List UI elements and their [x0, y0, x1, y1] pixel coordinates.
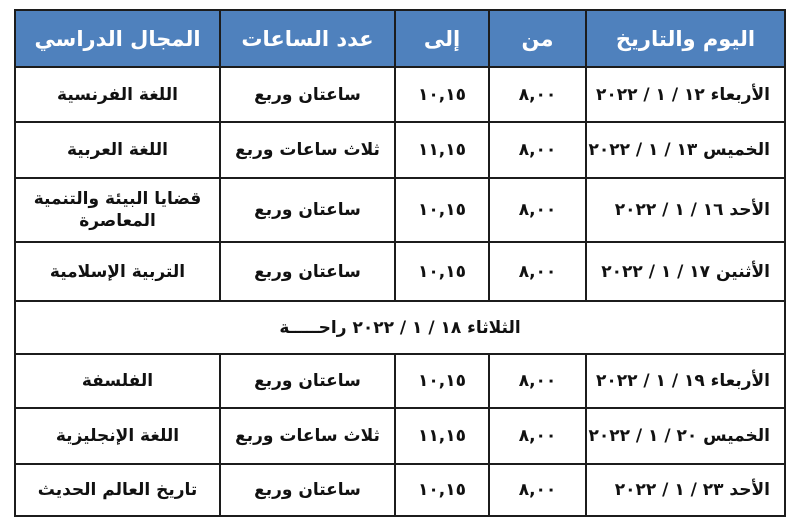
header-from: من [489, 10, 586, 67]
exam-schedule-table [14, 9, 786, 517]
to-cell: ١٠,١٥ [395, 464, 489, 516]
table-row [15, 354, 785, 408]
table-row [15, 67, 785, 122]
from-cell: ٨,٠٠ [489, 178, 586, 242]
date-cell: الأربعاء ١٢ / ١ / ٢٠٢٢ [586, 67, 785, 122]
to-cell: ١٠,١٥ [395, 67, 489, 122]
rest-day-row [15, 301, 785, 354]
from-cell: ٨,٠٠ [489, 408, 586, 464]
to-cell: ١٠,١٥ [395, 354, 489, 408]
hours-cell: ثلاث ساعات وربع [220, 122, 395, 178]
subject-cell: اللغة العربية [15, 122, 220, 178]
hours-cell: ساعتان وربع [220, 67, 395, 122]
to-cell: ١١,١٥ [395, 122, 489, 178]
from-cell: ٨,٠٠ [489, 242, 586, 301]
subject-cell: الفلسفة [15, 354, 220, 408]
table-row [15, 122, 785, 178]
subject-cell: التربية الإسلامية [15, 242, 220, 301]
from-cell: ٨,٠٠ [489, 67, 586, 122]
table-row [15, 242, 785, 301]
header-date: اليوم والتاريخ [586, 10, 785, 67]
to-cell: ١٠,١٥ [395, 242, 489, 301]
subject-cell: قضايا البيئة والتنمية المعاصرة [15, 178, 220, 242]
subject-cell: اللغة الإنجليزية [15, 408, 220, 464]
to-cell: ١٠,١٥ [395, 178, 489, 242]
hours-cell: ساعتان وربع [220, 178, 395, 242]
hours-cell: ساعتان وربع [220, 464, 395, 516]
table-row [15, 178, 785, 242]
table-row [15, 408, 785, 464]
hours-cell: ساعتان وربع [220, 242, 395, 301]
exam-schedule [14, 9, 784, 517]
from-cell: ٨,٠٠ [489, 122, 586, 178]
hours-cell: ثلاث ساعات وربع [220, 408, 395, 464]
from-cell: ٨,٠٠ [489, 354, 586, 408]
date-cell: الأربعاء ١٩ / ١ / ٢٠٢٢ [586, 354, 785, 408]
date-cell: الأحد ٢٣ / ١ / ٢٠٢٢ [586, 464, 785, 516]
hours-cell: ساعتان وربع [220, 354, 395, 408]
from-cell: ٨,٠٠ [489, 464, 586, 516]
date-cell: الأثنين ١٧ / ١ / ٢٠٢٢ [586, 242, 785, 301]
to-cell: ١١,١٥ [395, 408, 489, 464]
subject-cell: تاريخ العالم الحديث [15, 464, 220, 516]
header-subject: المجال الدراسي [15, 10, 220, 67]
rest-day-cell: الثلاثاء ١٨ / ١ / ٢٠٢٢ راحـــــة [15, 301, 785, 354]
date-cell: الأحد ١٦ / ١ / ٢٠٢٢ [586, 178, 785, 242]
date-cell: الخميس ١٣ / ١ / ٢٠٢٢ [586, 122, 785, 178]
table-row [15, 464, 785, 516]
header-to: إلى [395, 10, 489, 67]
header-row [15, 10, 785, 67]
date-cell: الخميس ٢٠ / ١ / ٢٠٢٢ [586, 408, 785, 464]
subject-cell: اللغة الفرنسية [15, 67, 220, 122]
header-hours: عدد الساعات [220, 10, 395, 67]
